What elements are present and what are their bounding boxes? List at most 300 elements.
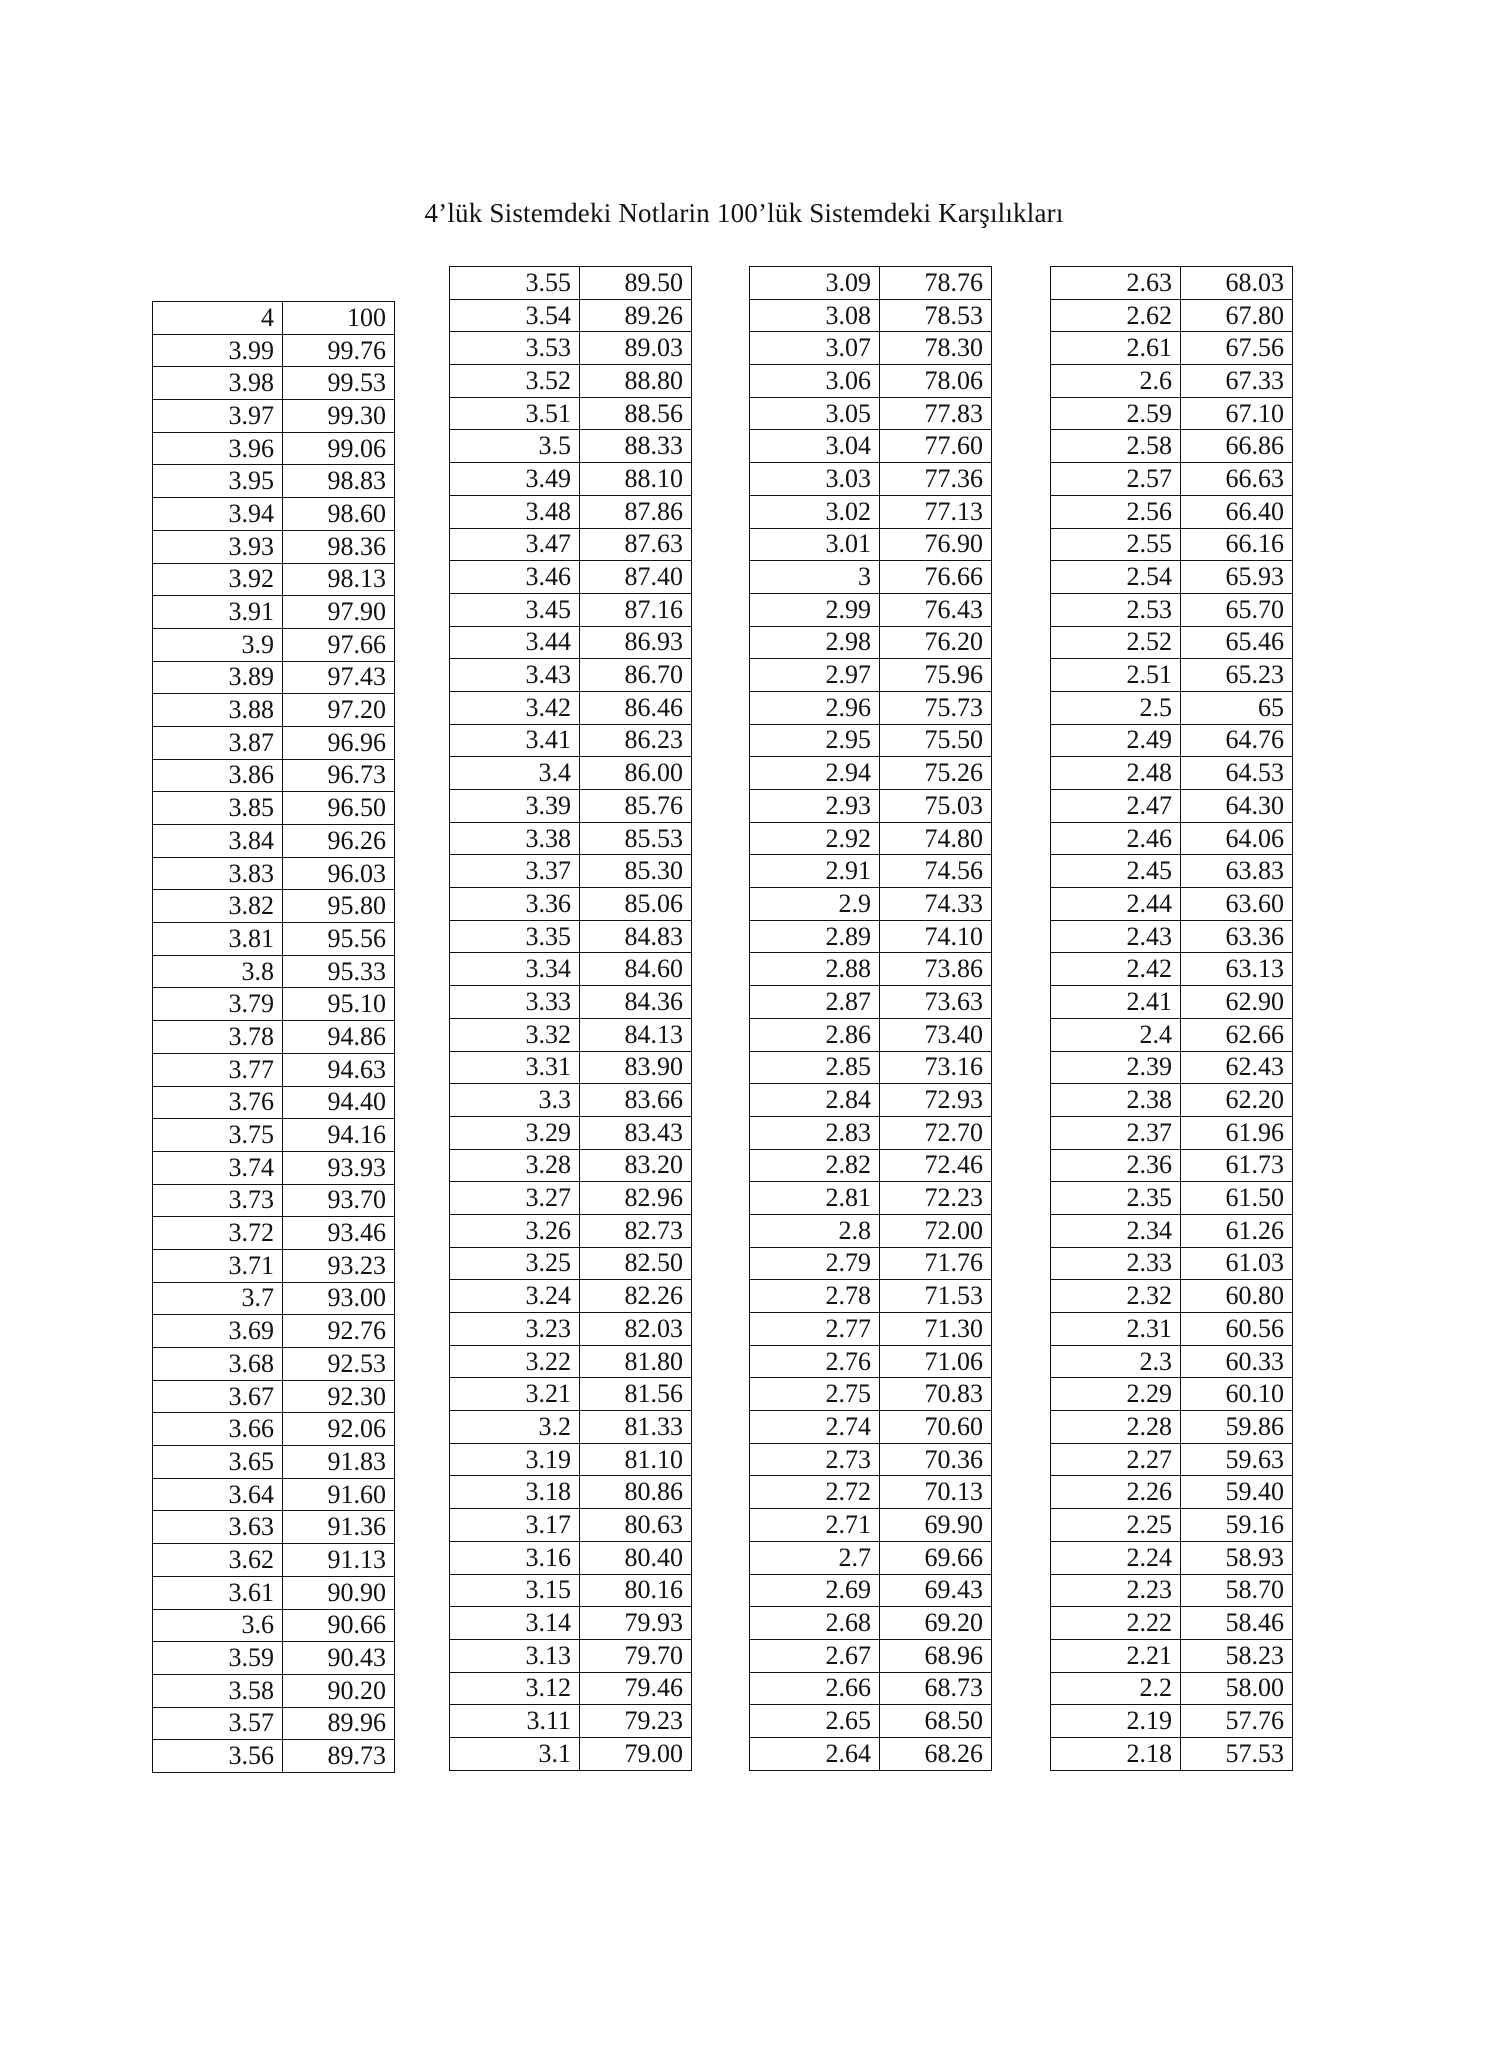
table-row (450, 561, 692, 594)
table-row (750, 855, 992, 888)
grade-4-cell: 3.09 (750, 267, 880, 300)
table-row (450, 1313, 692, 1346)
grade-100-cell: 83.43 (580, 1116, 692, 1149)
grade-4-cell: 2.76 (750, 1345, 880, 1378)
grade-100-cell: 64.06 (1181, 822, 1293, 855)
grade-100-cell: 78.53 (880, 299, 992, 332)
table-row (153, 1740, 395, 1773)
table-row (450, 1051, 692, 1084)
grade-4-cell: 3.38 (450, 822, 580, 855)
grade-100-cell: 58.70 (1181, 1574, 1293, 1607)
grade-4-cell: 2.8 (750, 1214, 880, 1247)
grade-100-cell: 83.90 (580, 1051, 692, 1084)
grade-100-cell: 79.23 (580, 1705, 692, 1738)
table-row (1051, 495, 1293, 528)
grade-100-cell: 77.60 (880, 430, 992, 463)
grade-100-cell: 60.80 (1181, 1280, 1293, 1313)
table-row (153, 1021, 395, 1054)
table-row (1051, 430, 1293, 463)
grade-100-cell: 74.10 (880, 920, 992, 953)
grade-4-cell: 2.35 (1051, 1182, 1181, 1215)
grade-4-cell: 2.32 (1051, 1280, 1181, 1313)
table-row (153, 825, 395, 858)
table-row (1051, 855, 1293, 888)
table-row (1051, 1476, 1293, 1509)
grade-4-cell: 2.47 (1051, 790, 1181, 823)
grade-100-cell: 92.76 (283, 1315, 395, 1348)
table-row (750, 332, 992, 365)
grade-4-cell: 2.87 (750, 986, 880, 1019)
grade-100-cell: 78.30 (880, 332, 992, 365)
grade-100-cell: 91.13 (283, 1544, 395, 1577)
grade-100-cell: 68.50 (880, 1705, 992, 1738)
grade-4-cell: 3.39 (450, 790, 580, 823)
table-row (750, 561, 992, 594)
grade-4-cell: 2.41 (1051, 986, 1181, 1019)
grade-4-cell: 2.18 (1051, 1737, 1181, 1770)
grade-4-cell: 2.94 (750, 757, 880, 790)
grade-100-cell: 80.86 (580, 1476, 692, 1509)
grade-4-cell: 3.78 (153, 1021, 283, 1054)
table-row (450, 790, 692, 823)
table-row (153, 955, 395, 988)
grade-100-cell: 66.86 (1181, 430, 1293, 463)
table-row (750, 1214, 992, 1247)
table-row (750, 267, 992, 300)
grade-4-cell: 2.33 (1051, 1247, 1181, 1280)
table-row (1051, 1541, 1293, 1574)
grade-100-cell: 59.86 (1181, 1411, 1293, 1444)
table-row (1051, 1574, 1293, 1607)
grade-100-cell: 73.63 (880, 986, 992, 1019)
table-row (450, 397, 692, 430)
table-row (1051, 888, 1293, 921)
grade-4-cell: 2.95 (750, 724, 880, 757)
grade-4-cell: 3.13 (450, 1639, 580, 1672)
grade-100-cell: 87.63 (580, 528, 692, 561)
grade-100-cell: 95.10 (283, 988, 395, 1021)
table-row (750, 920, 992, 953)
grade-4-cell: 2.61 (1051, 332, 1181, 365)
grade-100-cell: 79.00 (580, 1737, 692, 1770)
grade-100-cell: 84.60 (580, 953, 692, 986)
grade-100-cell: 65.46 (1181, 626, 1293, 659)
table-row (1051, 1182, 1293, 1215)
table-row (450, 953, 692, 986)
grade-100-cell: 88.33 (580, 430, 692, 463)
table-row (750, 1541, 992, 1574)
grade-4-cell: 3.22 (450, 1345, 580, 1378)
table-row (153, 596, 395, 629)
grade-100-cell: 81.33 (580, 1411, 692, 1444)
grade-100-cell: 75.26 (880, 757, 992, 790)
grade-100-cell: 92.53 (283, 1348, 395, 1381)
table-row (750, 463, 992, 496)
grade-4-cell: 2.88 (750, 953, 880, 986)
table-row (153, 1184, 395, 1217)
grade-4-cell: 3.19 (450, 1443, 580, 1476)
grade-4-cell: 2.22 (1051, 1607, 1181, 1640)
grade-100-cell: 98.83 (283, 465, 395, 498)
grade-100-cell: 77.83 (880, 397, 992, 430)
grade-4-cell: 2.34 (1051, 1214, 1181, 1247)
grade-100-cell: 88.10 (580, 463, 692, 496)
table-row (750, 822, 992, 855)
grade-4-cell: 3.3 (450, 1084, 580, 1117)
grade-4-cell: 2.69 (750, 1574, 880, 1607)
table-row (153, 1348, 395, 1381)
grade-100-cell: 84.83 (580, 920, 692, 953)
grade-100-cell: 61.96 (1181, 1116, 1293, 1149)
grade-100-cell: 63.83 (1181, 855, 1293, 888)
grade-100-cell: 76.43 (880, 593, 992, 626)
grade-4-cell: 3.34 (450, 953, 580, 986)
grade-4-cell: 3.17 (450, 1509, 580, 1542)
grade-4-cell: 2.74 (750, 1411, 880, 1444)
table-row (450, 724, 692, 757)
grade-100-cell: 91.83 (283, 1446, 395, 1479)
grade-100-cell: 72.00 (880, 1214, 992, 1247)
grade-100-cell: 65.93 (1181, 561, 1293, 594)
grade-100-cell: 89.03 (580, 332, 692, 365)
table-row (450, 1116, 692, 1149)
grade-4-cell: 2.77 (750, 1313, 880, 1346)
grade-100-cell: 67.80 (1181, 299, 1293, 332)
grade-4-cell: 2.81 (750, 1182, 880, 1215)
table-row (1051, 1639, 1293, 1672)
grade-4-cell: 2.83 (750, 1116, 880, 1149)
table-row (1051, 1051, 1293, 1084)
table-row (153, 1511, 395, 1544)
grade-100-cell: 66.63 (1181, 463, 1293, 496)
grade-100-cell: 97.43 (283, 661, 395, 694)
table-row (750, 986, 992, 1019)
grade-4-cell: 2.96 (750, 691, 880, 724)
grade-4-cell: 3.02 (750, 495, 880, 528)
grade-100-cell: 59.16 (1181, 1509, 1293, 1542)
table-row (153, 334, 395, 367)
table-row (750, 1280, 992, 1313)
grade-100-cell: 69.20 (880, 1607, 992, 1640)
grade-4-cell: 2.6 (1051, 365, 1181, 398)
grade-4-cell: 3.73 (153, 1184, 283, 1217)
grade-4-cell: 3.51 (450, 397, 580, 430)
table-row (1051, 1607, 1293, 1640)
table-row (750, 495, 992, 528)
grade-100-cell: 59.40 (1181, 1476, 1293, 1509)
grade-4-cell: 2.85 (750, 1051, 880, 1084)
table-row (750, 1705, 992, 1738)
grade-4-cell: 3.57 (153, 1707, 283, 1740)
table-row (750, 659, 992, 692)
grade-4-cell: 3.06 (750, 365, 880, 398)
grade-4-cell: 2.43 (1051, 920, 1181, 953)
grade-4-cell: 3.52 (450, 365, 580, 398)
table-row (450, 626, 692, 659)
grade-100-cell: 58.46 (1181, 1607, 1293, 1640)
table-row (153, 661, 395, 694)
grade-100-cell: 88.56 (580, 397, 692, 430)
grade-4-cell: 3.72 (153, 1217, 283, 1250)
table-row (153, 1217, 395, 1250)
grade-4-cell: 3.75 (153, 1119, 283, 1152)
table-row (450, 365, 692, 398)
grade-100-cell: 95.56 (283, 923, 395, 956)
table-row (450, 528, 692, 561)
grade-100-cell: 97.90 (283, 596, 395, 629)
grade-4-cell: 3.67 (153, 1380, 283, 1413)
grade-100-cell: 61.73 (1181, 1149, 1293, 1182)
table-row (450, 659, 692, 692)
grade-4-cell: 2.65 (750, 1705, 880, 1738)
table-row (450, 1411, 692, 1444)
table-row (450, 1509, 692, 1542)
table-row (450, 1084, 692, 1117)
grade-4-cell: 2.28 (1051, 1411, 1181, 1444)
table-row (1051, 1345, 1293, 1378)
grade-100-cell: 57.76 (1181, 1705, 1293, 1738)
grade-4-cell: 3.96 (153, 432, 283, 465)
grade-4-cell: 3.49 (450, 463, 580, 496)
grade-4-cell: 3.23 (450, 1313, 580, 1346)
grade-100-cell: 100 (283, 302, 395, 335)
table-row (153, 498, 395, 531)
grade-4-cell: 2.26 (1051, 1476, 1181, 1509)
table-row (153, 1413, 395, 1446)
table-row (750, 1509, 992, 1542)
grade-4-cell: 3.9 (153, 628, 283, 661)
grade-4-cell: 2.39 (1051, 1051, 1181, 1084)
grade-4-cell: 2.46 (1051, 822, 1181, 855)
grade-100-cell: 94.40 (283, 1086, 395, 1119)
grade-100-cell: 72.93 (880, 1084, 992, 1117)
table-row (1051, 1313, 1293, 1346)
table-row (153, 1609, 395, 1642)
grade-4-cell: 2.53 (1051, 593, 1181, 626)
grade-4-cell: 3.12 (450, 1672, 580, 1705)
table-row (450, 463, 692, 496)
table-row (153, 1380, 395, 1413)
table-row (750, 593, 992, 626)
table-row (1051, 822, 1293, 855)
grade-100-cell: 75.73 (880, 691, 992, 724)
table-row (1051, 1378, 1293, 1411)
table-row (450, 888, 692, 921)
table-row (750, 430, 992, 463)
grade-100-cell: 96.03 (283, 857, 395, 890)
grade-4-cell: 3.41 (450, 724, 580, 757)
grade-100-cell: 93.70 (283, 1184, 395, 1217)
grade-100-cell: 91.60 (283, 1478, 395, 1511)
grade-4-cell: 3.61 (153, 1576, 283, 1609)
table-row (750, 1672, 992, 1705)
table-row (1051, 626, 1293, 659)
table-row (1051, 299, 1293, 332)
grade-100-cell: 60.10 (1181, 1378, 1293, 1411)
grade-100-cell: 70.60 (880, 1411, 992, 1444)
table-row (450, 1737, 692, 1770)
grade-4-cell: 3.79 (153, 988, 283, 1021)
grade-4-cell: 2.24 (1051, 1541, 1181, 1574)
grade-4-cell: 3.8 (153, 955, 283, 988)
grade-100-cell: 62.90 (1181, 986, 1293, 1019)
grade-100-cell: 88.80 (580, 365, 692, 398)
grade-4-cell: 3.5 (450, 430, 580, 463)
grade-4-cell: 2.9 (750, 888, 880, 921)
table-row (1051, 1411, 1293, 1444)
table-row (1051, 986, 1293, 1019)
grade-4-cell: 2.98 (750, 626, 880, 659)
grade-4-cell: 3.97 (153, 400, 283, 433)
grade-100-cell: 97.66 (283, 628, 395, 661)
grade-4-cell: 3.89 (153, 661, 283, 694)
grade-100-cell: 90.43 (283, 1642, 395, 1675)
grade-4-cell: 2.99 (750, 593, 880, 626)
grade-100-cell: 70.13 (880, 1476, 992, 1509)
grade-4-cell: 3.37 (450, 855, 580, 888)
grade-100-cell: 80.63 (580, 1509, 692, 1542)
grade-100-cell: 61.03 (1181, 1247, 1293, 1280)
table-row (1051, 1672, 1293, 1705)
table-row (750, 1182, 992, 1215)
table-row (1051, 1705, 1293, 1738)
grade-4-cell: 3.62 (153, 1544, 283, 1577)
table-row (153, 1478, 395, 1511)
grade-100-cell: 58.93 (1181, 1541, 1293, 1574)
table-row (450, 1607, 692, 1640)
grade-100-cell: 90.90 (283, 1576, 395, 1609)
grade-100-cell: 84.36 (580, 986, 692, 1019)
table-row (153, 530, 395, 563)
table-row (750, 1574, 992, 1607)
grade-100-cell: 97.20 (283, 694, 395, 727)
grade-100-cell: 96.96 (283, 726, 395, 759)
grade-4-cell: 2.19 (1051, 1705, 1181, 1738)
table-row (1051, 332, 1293, 365)
grade-4-cell: 3.53 (450, 332, 580, 365)
grade-100-cell: 95.80 (283, 890, 395, 923)
table-row (450, 267, 692, 300)
grade-4-cell: 3.92 (153, 563, 283, 596)
grade-100-cell: 72.46 (880, 1149, 992, 1182)
grade-100-cell: 83.20 (580, 1149, 692, 1182)
grade-100-cell: 64.76 (1181, 724, 1293, 757)
grade-4-cell: 3.66 (153, 1413, 283, 1446)
table-row (450, 920, 692, 953)
grade-4-cell: 2.23 (1051, 1574, 1181, 1607)
grade-4-cell: 3.93 (153, 530, 283, 563)
table-row (450, 1541, 692, 1574)
table-row (750, 1018, 992, 1051)
table-row (750, 953, 992, 986)
grade-4-cell: 3.68 (153, 1348, 283, 1381)
table-row (1051, 1084, 1293, 1117)
grade-4-cell: 2.55 (1051, 528, 1181, 561)
grade-4-cell: 3.24 (450, 1280, 580, 1313)
table-row (750, 1084, 992, 1117)
grade-4-cell: 2.89 (750, 920, 880, 953)
table-row (1051, 953, 1293, 986)
grade-4-cell: 2.68 (750, 1607, 880, 1640)
grade-4-cell: 3.83 (153, 857, 283, 890)
grade-100-cell: 98.60 (283, 498, 395, 531)
table-row (153, 367, 395, 400)
table-row (1051, 790, 1293, 823)
grade-100-cell: 94.63 (283, 1053, 395, 1086)
grade-4-cell: 3.91 (153, 596, 283, 629)
page-title: 4’lük Sistemdeki Notlarin 100’lük Sistemdeki Karşılıkları (424, 198, 1064, 228)
grade-100-cell: 73.86 (880, 953, 992, 986)
grade-100-cell: 58.00 (1181, 1672, 1293, 1705)
table-row (153, 1086, 395, 1119)
grade-4-cell: 2.54 (1051, 561, 1181, 594)
grade-100-cell: 92.06 (283, 1413, 395, 1446)
table-row (750, 1051, 992, 1084)
grade-4-cell: 2.2 (1051, 1672, 1181, 1705)
grade-4-cell: 3.18 (450, 1476, 580, 1509)
grade-4-cell: 3.47 (450, 528, 580, 561)
table-row (450, 855, 692, 888)
conversion-table-3 (749, 266, 992, 1771)
table-row (153, 628, 395, 661)
table-row (450, 1639, 692, 1672)
grade-100-cell: 71.53 (880, 1280, 992, 1313)
table-row (153, 1642, 395, 1675)
table-row (450, 1672, 692, 1705)
conversion-table-1 (152, 301, 395, 1773)
grade-100-cell: 86.46 (580, 691, 692, 724)
table-row (750, 1378, 992, 1411)
grade-100-cell: 71.76 (880, 1247, 992, 1280)
grade-100-cell: 85.06 (580, 888, 692, 921)
grade-4-cell: 3.58 (153, 1674, 283, 1707)
grade-100-cell: 62.66 (1181, 1018, 1293, 1051)
table-row (450, 430, 692, 463)
table-row (153, 1053, 395, 1086)
table-row (750, 888, 992, 921)
grade-100-cell: 79.93 (580, 1607, 692, 1640)
grade-100-cell: 69.43 (880, 1574, 992, 1607)
table-row (450, 822, 692, 855)
grade-100-cell: 70.36 (880, 1443, 992, 1476)
grade-4-cell: 3.99 (153, 334, 283, 367)
table-row (750, 1345, 992, 1378)
table-row (1051, 724, 1293, 757)
table-row (450, 1443, 692, 1476)
table-row (1051, 920, 1293, 953)
grade-4-cell: 3.28 (450, 1149, 580, 1182)
grade-100-cell: 72.23 (880, 1182, 992, 1215)
grade-100-cell: 86.70 (580, 659, 692, 692)
grade-4-cell: 2.97 (750, 659, 880, 692)
table-row (153, 563, 395, 596)
grade-100-cell: 68.03 (1181, 267, 1293, 300)
table-row (450, 1149, 692, 1182)
grade-100-cell: 75.96 (880, 659, 992, 692)
grade-100-cell: 93.00 (283, 1282, 395, 1315)
table-row (450, 1214, 692, 1247)
table-row (153, 302, 395, 335)
grade-4-cell: 2.52 (1051, 626, 1181, 659)
table-row (1051, 1214, 1293, 1247)
grade-100-cell: 96.50 (283, 792, 395, 825)
table-row (450, 1345, 692, 1378)
grade-4-cell: 3.45 (450, 593, 580, 626)
table-row (153, 1576, 395, 1609)
table-row (450, 332, 692, 365)
grade-100-cell: 89.50 (580, 267, 692, 300)
table-row (1051, 593, 1293, 626)
